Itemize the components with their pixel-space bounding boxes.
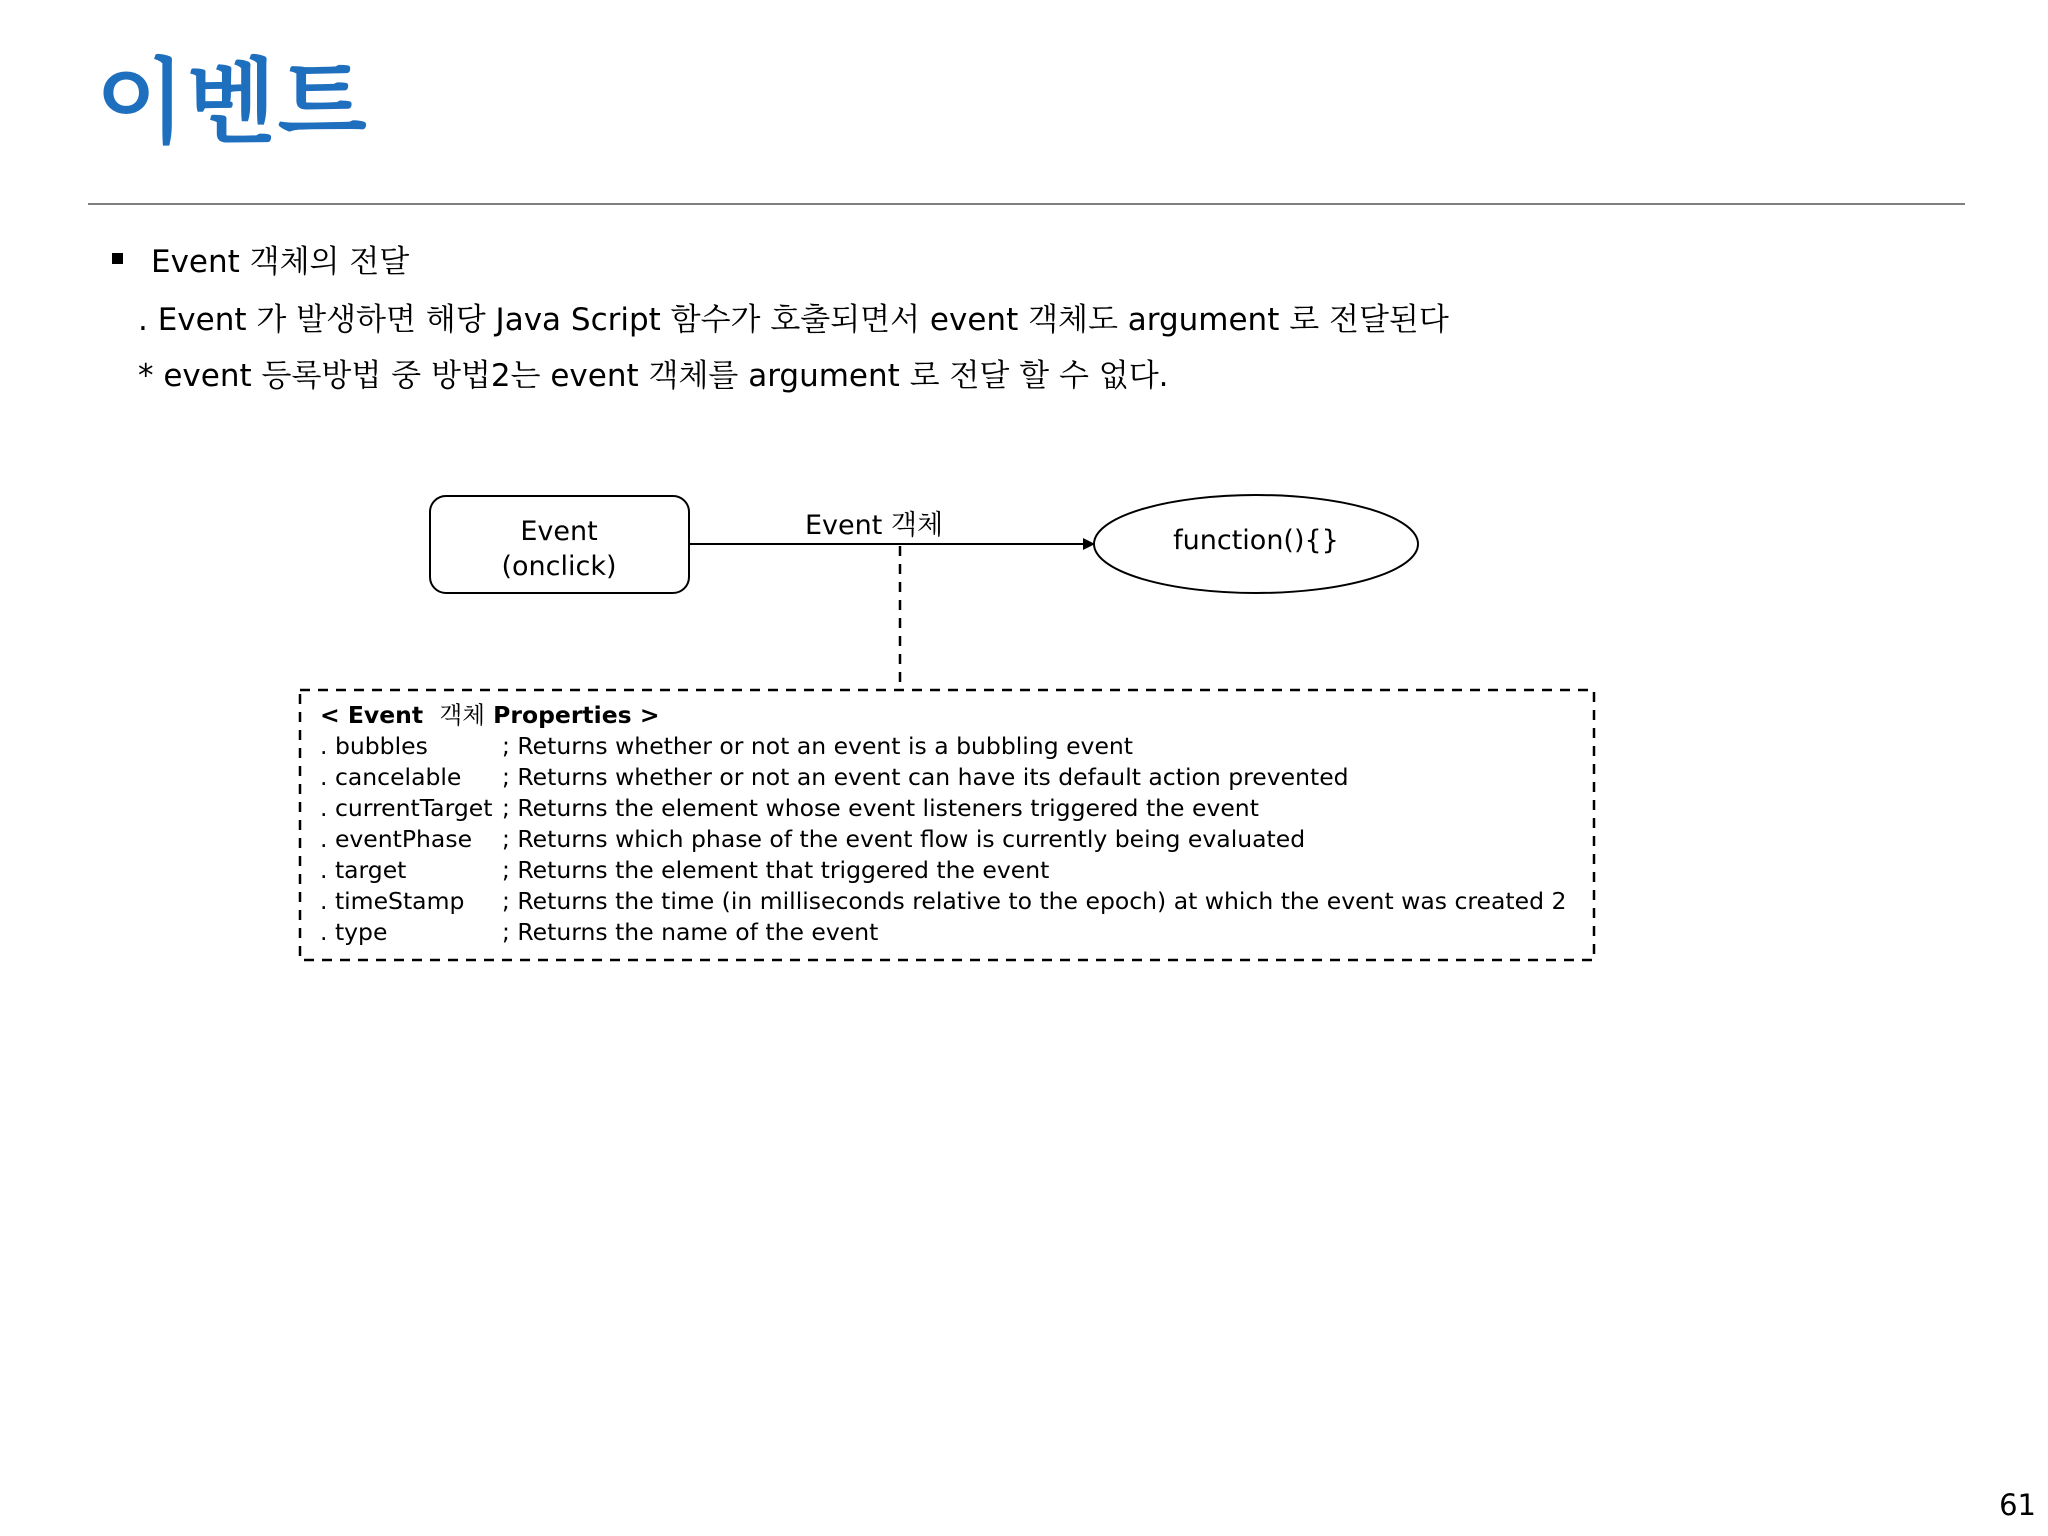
- properties-list: [320, 731, 1594, 948]
- property-row: [320, 824, 1594, 855]
- property-row: [320, 917, 1594, 948]
- property-row: [320, 855, 1594, 886]
- properties-title: < Event 객체 Properties >: [320, 701, 660, 729]
- property-name: . target: [320, 856, 407, 884]
- property-description: ; Returns the name of the event: [502, 918, 879, 946]
- property-name: . bubbles: [320, 732, 428, 760]
- event-box-label: Event: [520, 516, 598, 547]
- property-name: . currentTarget: [320, 794, 493, 822]
- property-name: . timeStamp: [320, 887, 465, 915]
- function-label: function(){}: [1173, 525, 1339, 556]
- description-line: . Event 가 발생하면 해당 Java Script 함수가 호출되면서 event 객체도 argument 로 전달된다: [138, 302, 1449, 338]
- property-row: [320, 762, 1594, 793]
- property-description: ; Returns the time (in milliseconds relative to the epoch) at which the event was created 2: [502, 887, 1567, 915]
- bullet-heading-text: Event 객체의 전달: [151, 244, 410, 280]
- property-name: . type: [320, 918, 388, 946]
- arrow-label: Event 객체: [804, 510, 944, 541]
- property-description: ; Returns whether or not an event can have its default action prevented: [502, 763, 1349, 791]
- property-row: [320, 793, 1594, 824]
- property-description: ; Returns the element whose event listeners triggered the event: [502, 794, 1259, 822]
- property-row: [320, 731, 1594, 762]
- event-box-sublabel: (onclick): [501, 551, 617, 582]
- note-line: * event 등록방법 중 방법2는 event 객체를 argument 로 전달 할 수 없다.: [138, 358, 1169, 394]
- property-description: ; Returns the element that triggered the event: [502, 856, 1050, 884]
- property-description: ; Returns which phase of the event flow is currently being evaluated: [502, 825, 1306, 853]
- property-name: . cancelable: [320, 763, 462, 791]
- property-row: [320, 886, 1594, 917]
- property-name: . eventPhase: [320, 825, 473, 853]
- properties-box: [300, 690, 1594, 960]
- property-description: ; Returns whether or not an event is a bubbling event: [502, 732, 1134, 760]
- page-title: 이벤트: [96, 48, 369, 156]
- page-number: 61: [1999, 1488, 2036, 1522]
